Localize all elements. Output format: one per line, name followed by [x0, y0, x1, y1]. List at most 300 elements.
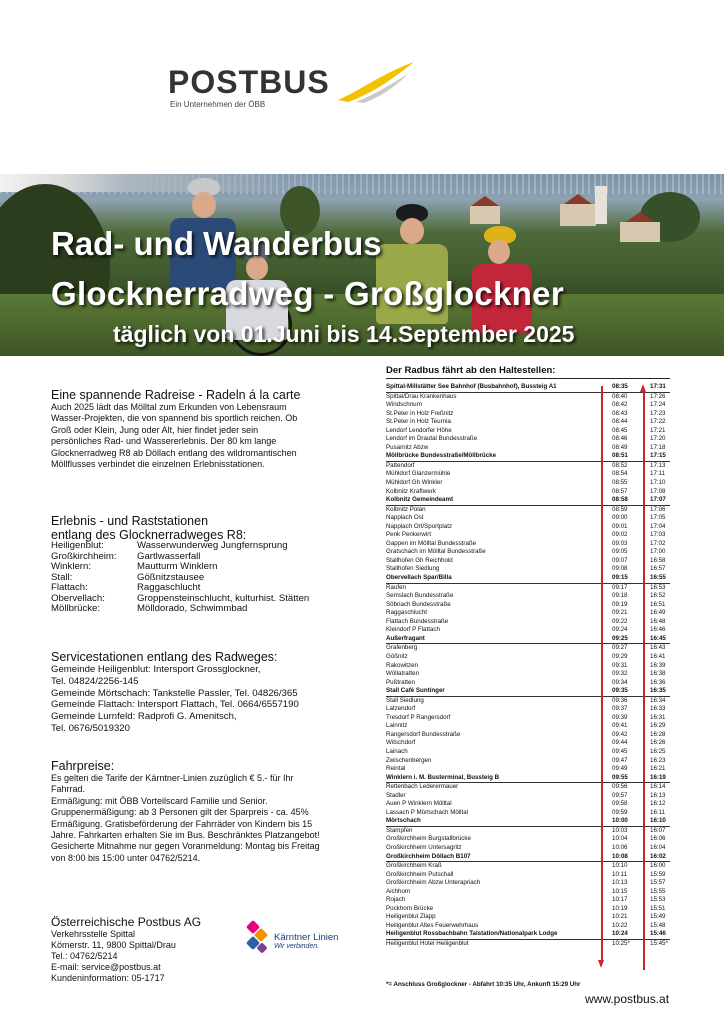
departure-outbound: 08:46: [612, 435, 628, 443]
departure-return: 16:46: [650, 626, 666, 634]
departure-return: 16:35: [650, 687, 666, 695]
stop-name: Raufen: [386, 583, 406, 591]
upward-arrow-line: [643, 392, 645, 970]
timetable-row: [386, 410, 670, 419]
stop-name: Großkirchheim Kraß: [386, 862, 442, 870]
fares-line: Gruppenermäßigung: ab 3 Personen gilt der Sparpreis - ca. 45%: [51, 807, 309, 818]
departure-return: 16:31: [650, 713, 666, 721]
stop-name: Wöllatratten: [386, 670, 420, 678]
timetable-row: [386, 922, 670, 931]
service-line: Gemeinde Lurnfeld: Radprofi G. Amenitsch,: [51, 711, 237, 723]
timetable-row: [386, 383, 670, 393]
departure-return: 16:53: [650, 583, 666, 591]
stop-name: Spittal/Drau Krankenhaus: [386, 392, 457, 400]
stop-name: Stall Siedlung: [386, 696, 424, 704]
departure-outbound: 10:11: [612, 870, 628, 878]
stop-name: Stallhofen Gh Reichhold: [386, 556, 453, 564]
departure-return: 16:58: [650, 556, 666, 564]
house-shape: [470, 206, 500, 224]
timetable-row: [386, 574, 670, 584]
stop-name: Grafenberg: [386, 644, 418, 652]
stations-list: [51, 541, 309, 615]
stop-name: Stallhofen Siedlung: [386, 565, 440, 573]
timetable-row: [386, 584, 670, 593]
contact-line: Kömerstr. 11, 9800 Spittal/Drau: [51, 940, 176, 950]
departure-outbound: 08:57: [612, 487, 628, 495]
departure-return: 16:04: [650, 843, 666, 851]
departure-return: 16:11: [650, 808, 666, 816]
departure-return: 16:49: [650, 609, 666, 617]
timetable-row: [386, 609, 670, 618]
departure-return: 17:02: [650, 539, 666, 547]
stop-name: Flattach Bundesstraße: [386, 617, 449, 625]
departure-outbound: 09:00: [612, 514, 628, 522]
departure-outbound: 09:55: [612, 773, 628, 781]
stop-name: Spittal-Millstätter See Bahnhof (Busbahnhof), Bussteig A1: [386, 383, 557, 390]
station-attraction: Raggaschlucht: [137, 582, 201, 593]
stations-subheading: entlang des Glocknerradweges R8:: [51, 528, 247, 542]
departure-outbound: 08:49: [612, 443, 628, 451]
departure-outbound: 08:43: [612, 409, 628, 417]
station-place: Großkirchheim:: [51, 550, 117, 562]
timetable-row: [386, 705, 670, 714]
departure-outbound: 09:07: [612, 556, 628, 564]
contact-line: Verkehrsstelle Spittal: [51, 929, 136, 939]
departure-outbound: 09:01: [612, 522, 628, 530]
departure-return: 17:31: [650, 383, 666, 390]
departure-outbound: 08:45: [612, 426, 628, 434]
contact-company: Österreichische Postbus AG: [51, 915, 202, 929]
fares-line: Es gelten die Tarife der Kärntner-Linien zuzüglich € 5.- für Ihr: [51, 773, 294, 783]
departure-outbound: 08:42: [612, 401, 628, 409]
intro-line: Glocknerradweg R8 ab Döllach entlang des wildromantischen: [51, 447, 297, 458]
departure-outbound: 09:22: [612, 617, 628, 625]
stop-name: Großkirchheim Putschall: [386, 870, 454, 878]
departure-outbound: 10:22: [612, 921, 628, 929]
stop-name: Heiligenblut Rossbachbahn Talstation/Nationalpark Lodge: [386, 930, 558, 938]
departure-outbound: 10:13: [612, 879, 628, 887]
timetable-row: [386, 792, 670, 801]
intro-line: Möllflusses verbindet die einzelnen Erlebnisstationen.: [51, 459, 265, 470]
timetable-row: [386, 905, 670, 914]
timetable-row: [386, 835, 670, 844]
timetable-row: [386, 827, 670, 836]
stop-name: Lainach: [386, 747, 408, 755]
logo-brand: POSTBUS: [168, 64, 330, 100]
departure-return: 16:39: [650, 661, 666, 669]
departure-outbound: 09:25: [612, 634, 628, 642]
website-link[interactable]: www.postbus.at: [585, 992, 670, 1006]
departure-return: 15:49: [650, 913, 666, 921]
departure-return: 15:51: [650, 904, 666, 912]
departure-outbound: 09:44: [612, 739, 628, 747]
departure-return: 17:07: [650, 496, 666, 504]
timetable-row: [386, 531, 670, 540]
timetable-row: [386, 393, 670, 402]
station-place: Stall:: [51, 571, 73, 583]
departure-outbound: 09:21: [612, 609, 628, 617]
departure-outbound: 09:31: [612, 661, 628, 669]
departure-outbound: 08:35: [612, 383, 628, 390]
stop-name: Lendorf Lendorfer Höhe: [386, 426, 452, 434]
station-attraction: Gartlwasserfall: [137, 550, 201, 562]
stop-name: Rangersdorf Bundesstraße: [386, 730, 461, 738]
timetable-row: [386, 452, 670, 462]
departure-return: 16:36: [650, 678, 666, 686]
departure-outbound: 08:59: [612, 505, 628, 513]
timetable-row: [386, 565, 670, 574]
departure-outbound: 09:58: [612, 800, 628, 808]
departure-return: 17:10: [650, 479, 666, 487]
downward-arrow-line: [601, 386, 603, 960]
fares-heading: Fahrpreise:: [51, 759, 115, 773]
departure-outbound: 09:42: [612, 730, 628, 738]
departure-outbound: 09:17: [612, 583, 628, 591]
timetable-row: [386, 888, 670, 897]
stop-name: Mörtschach: [386, 817, 421, 825]
departure-outbound: 09:41: [612, 722, 628, 730]
timetable-row: [386, 896, 670, 905]
departure-outbound: 09:59: [612, 808, 628, 816]
departure-return: 16:14: [650, 783, 666, 791]
fares-line: Ermäßigung. Gratisbeförderung der Fahrräder von Kindern bis 15: [51, 818, 313, 829]
timetable-row: [386, 435, 670, 444]
departure-return: 16:51: [650, 600, 666, 608]
timetable-row: [386, 401, 670, 410]
departure-return: 17:20: [650, 435, 666, 443]
kaerntner-linien-logo: [246, 920, 356, 956]
departure-outbound: 09:35: [612, 687, 628, 695]
stop-name: Obervellach Spar/Billa: [386, 574, 452, 582]
stop-name: St.Peter in Holz Teurnia: [386, 418, 451, 426]
kaerntner-linien-tagline: Wir verbinden.: [274, 943, 320, 950]
departure-return: 16:25: [650, 747, 666, 755]
fares-line: Gesicherte Mitnahme nur gegen Voranmeldung: Montag bis Freitag: [51, 841, 320, 852]
timetable-row: [386, 548, 670, 557]
timetable-row: [386, 722, 670, 731]
stop-name: Heiligenblut Hotel Heiligenblut: [386, 940, 469, 947]
stop-name: Gappen im Mölltal Bundesstraße: [386, 539, 477, 547]
service-line: Tel. 0676/5019320: [51, 722, 130, 734]
departure-outbound: 08:58: [612, 496, 628, 504]
intro-heading: Eine spannende Radreise - Radeln á la carte: [51, 388, 301, 402]
service-line: Gemeinde Heiligenblut: Intersport Grossglockner,: [51, 664, 261, 675]
departure-outbound: 09:03: [612, 539, 628, 547]
departure-return: 16:41: [650, 652, 666, 660]
departure-return: 16:55: [650, 574, 666, 582]
service-line: Gemeinde Mörtschach: Tankstelle Passler, Tel. 04826/365: [51, 687, 298, 699]
logo-subtitle: Ein Unternehmen der ÖBB: [170, 100, 266, 109]
stop-name: Reintal: [386, 765, 406, 773]
timetable-row: [386, 731, 670, 740]
departure-outbound: 10:25*: [612, 940, 630, 947]
stop-name: Stadler: [386, 791, 406, 799]
stop-name: Pusarnitz Abzw: [386, 443, 429, 451]
departure-return: 17:03: [650, 531, 666, 539]
departure-return: 16:06: [650, 835, 666, 843]
timetable-row: [386, 783, 670, 792]
timetable-row: [386, 940, 670, 949]
departure-outbound: 09:19: [612, 600, 628, 608]
stop-name: Heiligenblut Altes Feuerwehrhaus: [386, 921, 479, 929]
up-arrow-icon: [640, 384, 646, 392]
departure-return: 15:46: [650, 930, 666, 938]
departure-return: 15:57: [650, 879, 666, 887]
timetable-row: [386, 774, 670, 784]
stop-name: St.Peter in Holz Freßnitz: [386, 409, 454, 417]
intro-line: persönliches Rad- und Wassererlebnis. Der 80 km lange: [51, 436, 277, 447]
departure-outbound: 09:34: [612, 678, 628, 686]
timetable-row: [386, 697, 670, 706]
station-place: Flattach:: [51, 582, 88, 593]
departure-outbound: 09:47: [612, 756, 628, 764]
departure-outbound: 09:29: [612, 652, 628, 660]
intro-line: Groß oder Klein, Jung oder Alt, hier findet jeder sein: [51, 424, 259, 435]
departure-outbound: 10:04: [612, 835, 628, 843]
departure-return: 16:48: [650, 617, 666, 625]
timetable-row: [386, 817, 670, 827]
stop-name: Rettenbach Lederermauer: [386, 783, 459, 791]
departure-outbound: 09:24: [612, 626, 628, 634]
timetable-heading: Der Radbus fährt ab den Haltestellen:: [386, 365, 556, 376]
departure-return: 17:22: [650, 418, 666, 426]
church-tower-shape: [595, 186, 607, 224]
timetable-row: [386, 444, 670, 453]
timetable-row: [386, 462, 670, 471]
stop-name: Stampfen: [386, 826, 413, 834]
timetable-row: [386, 748, 670, 757]
stop-name: Auen P Winklern Mölltal: [386, 800, 452, 808]
timetable-row: [386, 618, 670, 627]
departure-return: 16:29: [650, 722, 666, 730]
departure-outbound: 09:49: [612, 765, 628, 773]
intro-line: Auch 2025 lädt das Mölltal zum Erkunden von Lebensraum: [51, 402, 287, 412]
departure-return: 16:28: [650, 730, 666, 738]
station-place: Möllbrücke:: [51, 603, 101, 614]
departure-return: 16:19: [650, 773, 666, 781]
departure-return: 17:06: [650, 505, 666, 513]
departure-return: 16:23: [650, 756, 666, 764]
stop-name: Latzendorf: [386, 705, 416, 713]
stop-name: Lainnitz: [386, 722, 408, 730]
stop-name: Witschdorf: [386, 739, 416, 747]
timetable-row: [386, 592, 670, 601]
stop-name: Pockhorn Brücke: [386, 904, 434, 912]
fares-line: von 8:00 bis 15:00 unter 04762/5214.: [51, 852, 201, 863]
timetable-row: [386, 653, 670, 662]
contact-line: Tel.: 04762/5214: [51, 951, 118, 961]
departure-return: 17:04: [650, 522, 666, 530]
departure-outbound: 09:45: [612, 747, 628, 755]
departure-outbound: 09:15: [612, 574, 628, 582]
departure-outbound: 10:21: [612, 913, 628, 921]
departure-outbound: 10:15: [612, 887, 628, 895]
departure-outbound: 10:00: [612, 817, 628, 825]
departure-return: 17:24: [650, 401, 666, 409]
station-place: Obervellach:: [51, 592, 105, 604]
fares-line: Fahrrad.: [51, 784, 86, 795]
service-heading: Servicestationen entlang des Radweges:: [51, 650, 278, 664]
departure-return: 15:48: [650, 921, 666, 929]
banner-title: Rad- und Wanderbus: [51, 225, 382, 262]
timetable-row: [386, 496, 670, 506]
departure-outbound: 10:17: [612, 896, 628, 904]
timetable-row: [386, 514, 670, 523]
stop-name: Außerfragant: [386, 634, 425, 642]
service-line: Tel. 04824/2256-145: [51, 675, 139, 687]
timetable-row: [386, 506, 670, 515]
departure-outbound: 08:55: [612, 479, 628, 487]
departure-outbound: 09:39: [612, 713, 628, 721]
departure-outbound: 10:10: [612, 862, 628, 870]
intro-section: [51, 388, 351, 470]
stop-name: Kolbnitz Polan: [386, 505, 426, 513]
timetable-row: [386, 540, 670, 549]
stop-name: Kolbnitz Gemeindeamt: [386, 496, 454, 504]
timetable: [386, 383, 670, 949]
timetable-row: [386, 662, 670, 671]
departure-return: 16:38: [650, 670, 666, 678]
departure-return: 16:10: [650, 817, 666, 825]
timetable-row: [386, 930, 670, 940]
timetable-row: [386, 601, 670, 610]
departure-outbound: 09:32: [612, 670, 628, 678]
timetable-row: [386, 488, 670, 497]
timetable-row: [386, 626, 670, 635]
stations-heading: Erlebnis - und Raststationen: [51, 514, 209, 528]
station-attraction: Gößnitzstausee: [137, 571, 205, 583]
down-arrow-icon: [598, 960, 604, 968]
timetable-row: [386, 679, 670, 688]
timetable-heading-rule: [386, 378, 670, 379]
station-attraction: Mautturm Winklern: [137, 561, 218, 572]
departure-return: 16:57: [650, 565, 666, 573]
departure-outbound: 09:18: [612, 592, 628, 600]
stop-name: Windschnurn: [386, 401, 423, 409]
house-shape: [620, 222, 660, 242]
stop-name: Semslach Bundesstraße: [386, 592, 454, 600]
kaerntner-linien-icon: [246, 920, 274, 956]
stop-name: Winklern i. M. Busterminal, Bussteig B: [386, 773, 500, 781]
departure-outbound: 09:57: [612, 791, 628, 799]
departure-return: 15:45*: [650, 940, 668, 947]
departure-outbound: 09:37: [612, 705, 628, 713]
timetable-row: [386, 871, 670, 880]
stop-name: Großkirchheim Döllach B107: [386, 852, 471, 860]
banner-top-fade: [0, 174, 724, 192]
stop-name: Lassach P Mörtschach Mölltal: [386, 808, 469, 816]
departure-return: 17:18: [650, 443, 666, 451]
stop-name: Rakowitzen: [386, 661, 418, 669]
departure-return: 16:02: [650, 852, 666, 860]
stop-name: Gratschach im Mölltal Bundesstraße: [386, 548, 486, 556]
departure-return: 16:45: [650, 634, 666, 642]
stations-heading-block: [51, 514, 351, 542]
service-section: [51, 650, 351, 735]
departure-return: 16:13: [650, 791, 666, 799]
departure-outbound: 08:51: [612, 452, 628, 460]
station-place: Heiligenblut:: [51, 540, 104, 551]
departure-return: 17:15: [650, 452, 666, 460]
departure-outbound: 09:56: [612, 783, 628, 791]
departure-outbound: 08:52: [612, 461, 628, 469]
timetable-row: [386, 557, 670, 566]
departure-outbound: 09:08: [612, 565, 628, 573]
fares-line: Jahre. Fahrkarten erhalten Sie im Bus. Beschränktes Platzangebot!: [51, 830, 320, 841]
timetable-row: [386, 427, 670, 436]
timetable-row: [386, 644, 670, 653]
stop-name: Napplach Ost: [386, 514, 424, 522]
contact-email: E-mail: service@postbus.at: [51, 962, 161, 972]
timetable-row: [386, 670, 670, 679]
departure-return: 17:00: [650, 548, 666, 556]
stop-name: Großkirchheim Untersagritz: [386, 843, 462, 851]
departure-outbound: 09:05: [612, 548, 628, 556]
stop-name: Söbriach Bundesstraße: [386, 600, 451, 608]
fares-line: Ermäßigung: mit ÖBB Vorteilscard Familie und Senior.: [51, 795, 268, 806]
timetable-row: [386, 714, 670, 723]
contact-section: [51, 916, 201, 984]
postbus-logo: [168, 64, 378, 112]
timetable-row: [386, 470, 670, 479]
departure-outbound: 08:44: [612, 418, 628, 426]
station-place: Winklern:: [51, 561, 91, 572]
stop-name: Heiligenblut Zlapp: [386, 913, 436, 921]
departure-outbound: 10:03: [612, 826, 628, 834]
departure-outbound: 09:36: [612, 696, 628, 704]
departure-return: 15:59: [650, 870, 666, 878]
departure-return: 16:26: [650, 739, 666, 747]
timetable-row: [386, 853, 670, 863]
timetable-footnote: *= Anschluss Großglockner - Abfahrt 10:35 Uhr, Ankunft 15:29 Uhr: [386, 981, 581, 988]
departure-return: 16:52: [650, 592, 666, 600]
timetable-row: [386, 757, 670, 766]
stop-name: Gößnitz: [386, 652, 408, 660]
departure-return: 15:53: [650, 896, 666, 904]
timetable-row: [386, 809, 670, 818]
timetable-row: [386, 523, 670, 532]
departure-outbound: 08:54: [612, 470, 628, 478]
departure-outbound: 10:06: [612, 843, 628, 851]
departure-return: 17:11: [650, 470, 666, 478]
station-attraction: Mölldorado, Schwimmbad: [137, 603, 248, 614]
stop-name: Kleindorf P Flattach: [386, 626, 440, 634]
timetable-row: [386, 862, 670, 871]
departure-return: 17:05: [650, 514, 666, 522]
timetable-row: [386, 687, 670, 697]
stop-name: Lendorf im Drautal Bundesstraße: [386, 435, 478, 443]
timetable-row: [386, 844, 670, 853]
departure-return: 16:00: [650, 862, 666, 870]
stop-name: Mühldorf Gh Winkler: [386, 479, 443, 487]
departure-return: 15:55: [650, 887, 666, 895]
stop-name: Rojach: [386, 896, 406, 904]
stop-name: Penk Penkerwirt: [386, 531, 432, 539]
timetable-row: [386, 635, 670, 645]
stop-name: Großkirchheim Burgstallbrücke: [386, 835, 471, 843]
stop-name: Mühldorf Glanzermühle: [386, 470, 451, 478]
timetable-row: [386, 879, 670, 888]
stop-name: Napplach Ort/Sportplatz: [386, 522, 453, 530]
house-shape: [560, 204, 596, 226]
departure-return: 16:21: [650, 765, 666, 773]
logo-swoosh-icon: [336, 60, 416, 104]
roof-shape: [626, 212, 654, 222]
timetable-row: [386, 765, 670, 774]
departure-outbound: 10:24: [612, 930, 628, 938]
departure-return: 17:08: [650, 487, 666, 495]
departure-outbound: 10:08: [612, 852, 628, 860]
